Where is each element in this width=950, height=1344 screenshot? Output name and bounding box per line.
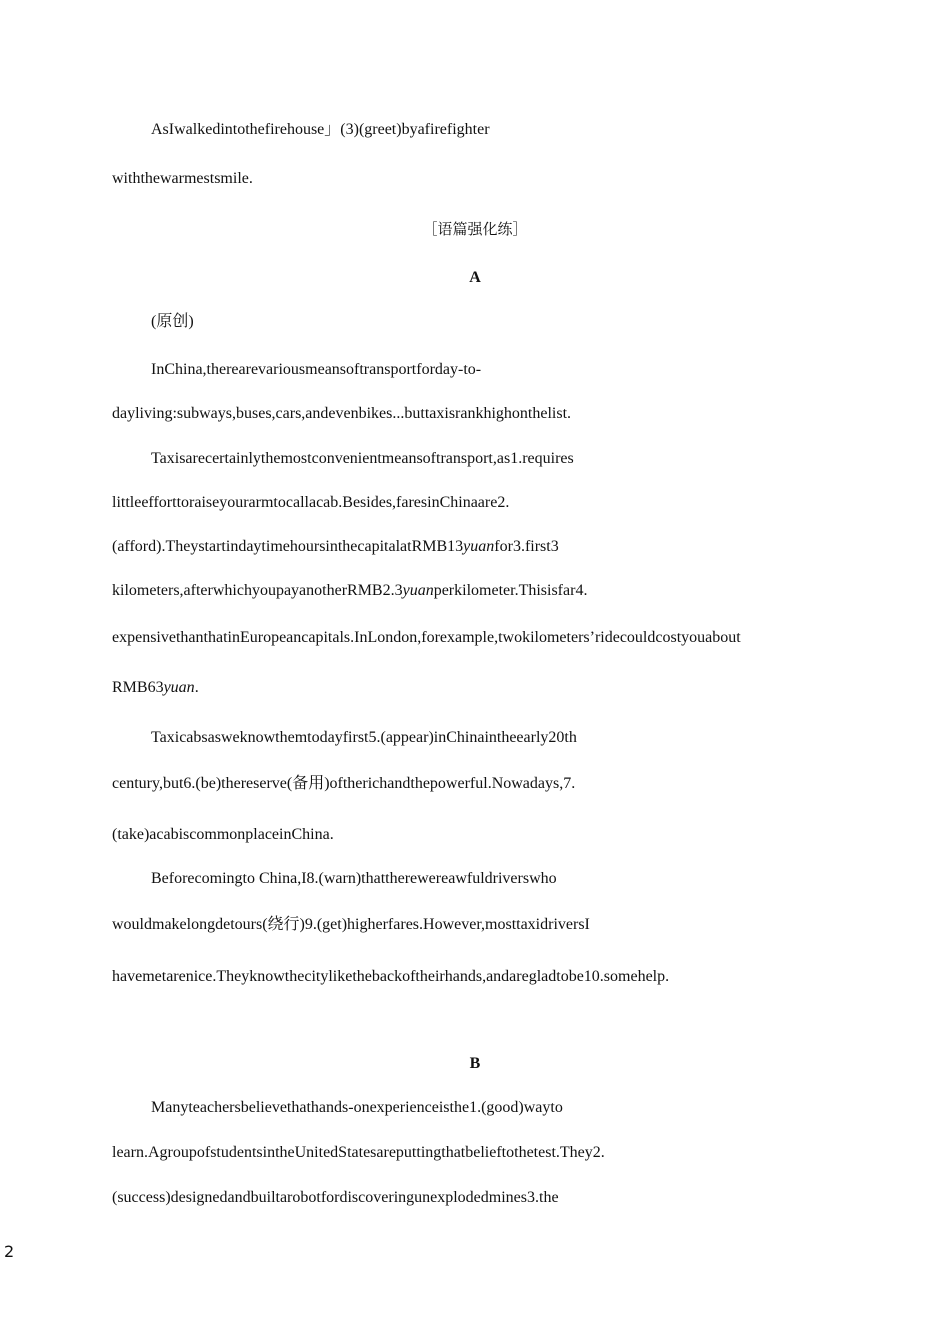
passage-a-line-9: Taxicabsasweknowthemtodayfirst5.(appear)inChinaintheearly20th <box>151 729 577 746</box>
passage-a-line-5-tail: for3.first3 <box>494 538 559 555</box>
passage-a-line-14: havemetarenice.Theyknowthecitylikethebackoftheirhands,andaregladtobe10.somehelp. <box>112 968 670 985</box>
passage-b-line-1: Manyteachersbelievethathands-onexperienceisthe1.(good)wayto <box>151 1099 563 1116</box>
passage-a-line-12: Beforecomingto China,I8.(warn)thattherewereawfuldriverswho <box>151 870 557 887</box>
passage-a-source: (原创) <box>151 313 194 330</box>
intro-line-1: AsIwalkedintothefirehouse」(3)(greet)byafirefighter <box>151 121 490 138</box>
passage-a-label: A <box>469 269 481 286</box>
passage-a-line-6 <box>112 581 587 601</box>
passage-a-line-3: Taxisarecertainlythemostconvenientmeansoftransport,as1.requires <box>151 450 574 467</box>
passage-a-line-6-text: kilometers,afterwhichyoupayanotherRMB2.3 <box>112 582 403 599</box>
passage-a-line-8 <box>112 678 199 698</box>
intro-line-2: withthewarmestsmile. <box>112 170 253 187</box>
passage-b-line-2: learn.AgroupofstudentsintheUnitedStatesareputtingthatbelieftothetest.They2. <box>112 1144 605 1161</box>
section-heading: ［语篇强化练］ <box>422 220 528 238</box>
passage-a-line-8-text: RMB63 <box>112 679 164 696</box>
passage-b-line-3: (success)designedandbuiltarobotfordiscoveringunexplodedmines3.the <box>112 1189 559 1206</box>
passage-b-label: B <box>469 1055 481 1072</box>
passage-a-line-7: expensivethanthatinEuropeancapitals.InLondon,forexample,twokilometers’ridecouldcostyouabout <box>112 629 741 646</box>
passage-a-line-11: (take)acabiscommonplaceinChina. <box>112 826 334 843</box>
passage-a-line-5 <box>112 537 559 557</box>
passage-a-line-5-text: (afford).TheystartindaytimehoursinthecapitalatRMB13 <box>112 538 464 555</box>
passage-a-line-8-tail: . <box>194 679 199 696</box>
italic-yuan: yuan <box>402 582 434 599</box>
passage-a-line-1: InChina,therearevariousmeansoftransportforday-to- <box>151 361 482 378</box>
passage-a-line-4: littleefforttoraiseyourarmtocallacab.Besides,faresinChinaare2. <box>112 494 510 511</box>
italic-yuan: yuan <box>163 679 195 696</box>
page-number: 2 <box>4 1242 15 1261</box>
passage-a-line-10: century,but6.(be)thereserve(备用)oftherichandthepowerful.Nowadays,7. <box>112 775 576 792</box>
passage-a-line-6-tail: perkilometer.Thisisfar4. <box>433 582 588 599</box>
italic-yuan: yuan <box>463 538 495 555</box>
passage-a-line-2: dayliving:subways,buses,cars,andevenbikes...buttaxisrankhighonthelist. <box>112 405 572 422</box>
passage-a-line-13: wouldmakelongdetours(绕行)9.(get)higherfares.However,mosttaxidriversI <box>112 916 590 933</box>
